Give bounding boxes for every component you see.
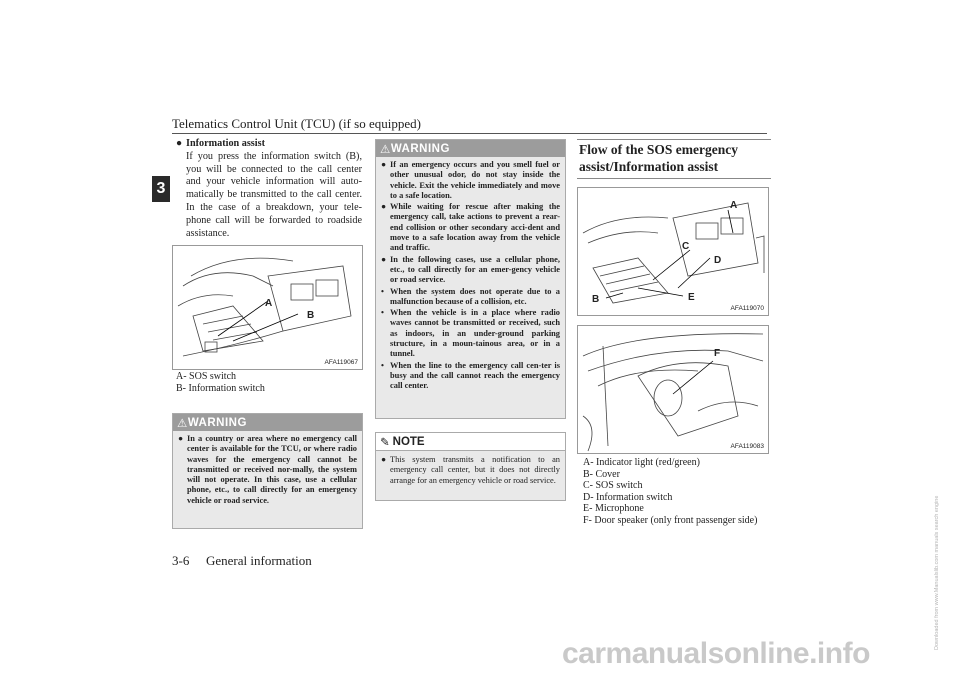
figure-label-f: F: [714, 348, 721, 359]
note-body: [376, 451, 565, 486]
note-header: ✎ NOTE: [376, 433, 565, 451]
overhead-console-illustration: [578, 188, 768, 315]
figure-overhead-console: [577, 187, 769, 316]
info-assist-heading: ● Information assist: [176, 138, 265, 149]
door-speaker-illustration: [578, 326, 768, 453]
legend-col1: [176, 371, 265, 394]
figure-label-b: B: [307, 310, 315, 321]
warning-triangle-icon: ⚠: [380, 143, 391, 156]
header-rule: [172, 133, 767, 134]
figure-label-e: E: [688, 292, 695, 303]
warning-item: ● If an emergency occurs and you smell fuel or other unusual odor, do not stay inside the vehicle. Exit the vehicle immediately and move to a safe location.: [381, 160, 560, 200]
warning-subitem: • When the vehicle is in a place where radio waves cannot be transmitted or received, such as indoors, in an under-ground parking structure, in a moun-tainous area, or in a tunnel.: [381, 308, 560, 359]
note-item: ● This system transmits a notification to an emergency call center, but it does not directly arrange for an emergency vehicle or road service.: [381, 455, 560, 485]
legend-item: E- Microphone: [583, 503, 644, 515]
warning-body: [376, 157, 565, 392]
note-box: [375, 432, 566, 501]
page-header-title: Telematics Control Unit (TCU) (if so equipped): [172, 116, 421, 131]
figure-id: AFA119083: [730, 443, 764, 450]
figure-switch-panel: [172, 245, 363, 370]
legend-item: B- Information switch: [176, 382, 265, 394]
warning-header: ⚠ WARNING: [376, 140, 565, 157]
figure-label-b: B: [592, 294, 600, 305]
legend-item: A- Indicator light (red/green): [583, 457, 700, 468]
warning-header: ⚠ WARNING: [173, 414, 362, 431]
figure-label-d: D: [714, 255, 722, 266]
figure-label-a: A: [730, 200, 738, 211]
legend-item: D- Information switch: [583, 491, 673, 503]
warning-body: [173, 431, 362, 506]
figure-id: AFA119067: [324, 359, 358, 366]
column-1: [176, 138, 362, 240]
site-watermark: carmanualsonline.info: [562, 637, 870, 670]
bullet-icon: ●: [176, 138, 183, 149]
legend-item: B- Cover: [583, 468, 620, 480]
page-number: 3-6: [172, 553, 190, 568]
info-assist-paragraph: If you press the information switch (B), you will be connected to the call center and your vehicle information will auto-matically be transmitted to the call center. In the case of a breakdown, your tele-phone call will be forwarded to roadside assistance.: [186, 150, 362, 239]
chapter-tab: 3: [152, 176, 170, 202]
bullet-icon: ●: [178, 434, 184, 443]
footer-section: General information: [206, 553, 312, 568]
warning-subitem: • When the system does not operate due to a malfunction because of a collision, etc.: [381, 286, 560, 306]
note-icon: ✎: [380, 436, 390, 449]
side-watermark: Downloaded from www.Manualslib.com manuals search engine: [934, 495, 940, 650]
figure-label-c: C: [682, 241, 690, 252]
bullet-icon: ●: [381, 254, 387, 264]
legend-col3: [583, 457, 757, 527]
warning-subitem: • When the line to the emergency call cen-ter is busy and the call cannot reach the emergency call center.: [381, 360, 560, 391]
section-title: Flow of the SOS emergency assist/Information assist: [577, 139, 771, 179]
warning-box-col2: [375, 139, 566, 419]
warning-triangle-icon: ⚠: [177, 417, 188, 430]
legend-item: A- SOS switch: [176, 371, 237, 382]
figure-door-speaker: [577, 325, 769, 454]
legend-item: F- Door speaker (only front passenger side): [583, 514, 758, 526]
bullet-icon: ●: [381, 455, 387, 464]
legend-item: C- SOS switch: [583, 480, 643, 492]
warning-box-col1: [172, 413, 363, 529]
bullet-icon: ●: [381, 160, 387, 169]
page-footer: [172, 553, 312, 569]
figure-id: AFA119070: [730, 305, 764, 312]
bullet-icon: ●: [381, 202, 387, 212]
figure-label-a: A: [265, 298, 273, 309]
warning-item: ● While waiting for rescue after making the emergency call, take actions to prevent a rear-end collision or other secondary acci-dent and move to a safe location away from the vehicle and traffic.: [381, 202, 560, 253]
warning-item: ● In a country or area where no emergency call center is available for the TCU, or where radio waves for the emergency call cannot be transmitted or received nor-mally, the system will not operate. In this case, use a cellular phone, etc., to call directly for an emergency vehicle or road service.: [178, 434, 357, 505]
warning-item: ● In the following cases, use a cellular phone, etc., to call directly for an emer-gency vehicle or road service.: [381, 254, 560, 285]
